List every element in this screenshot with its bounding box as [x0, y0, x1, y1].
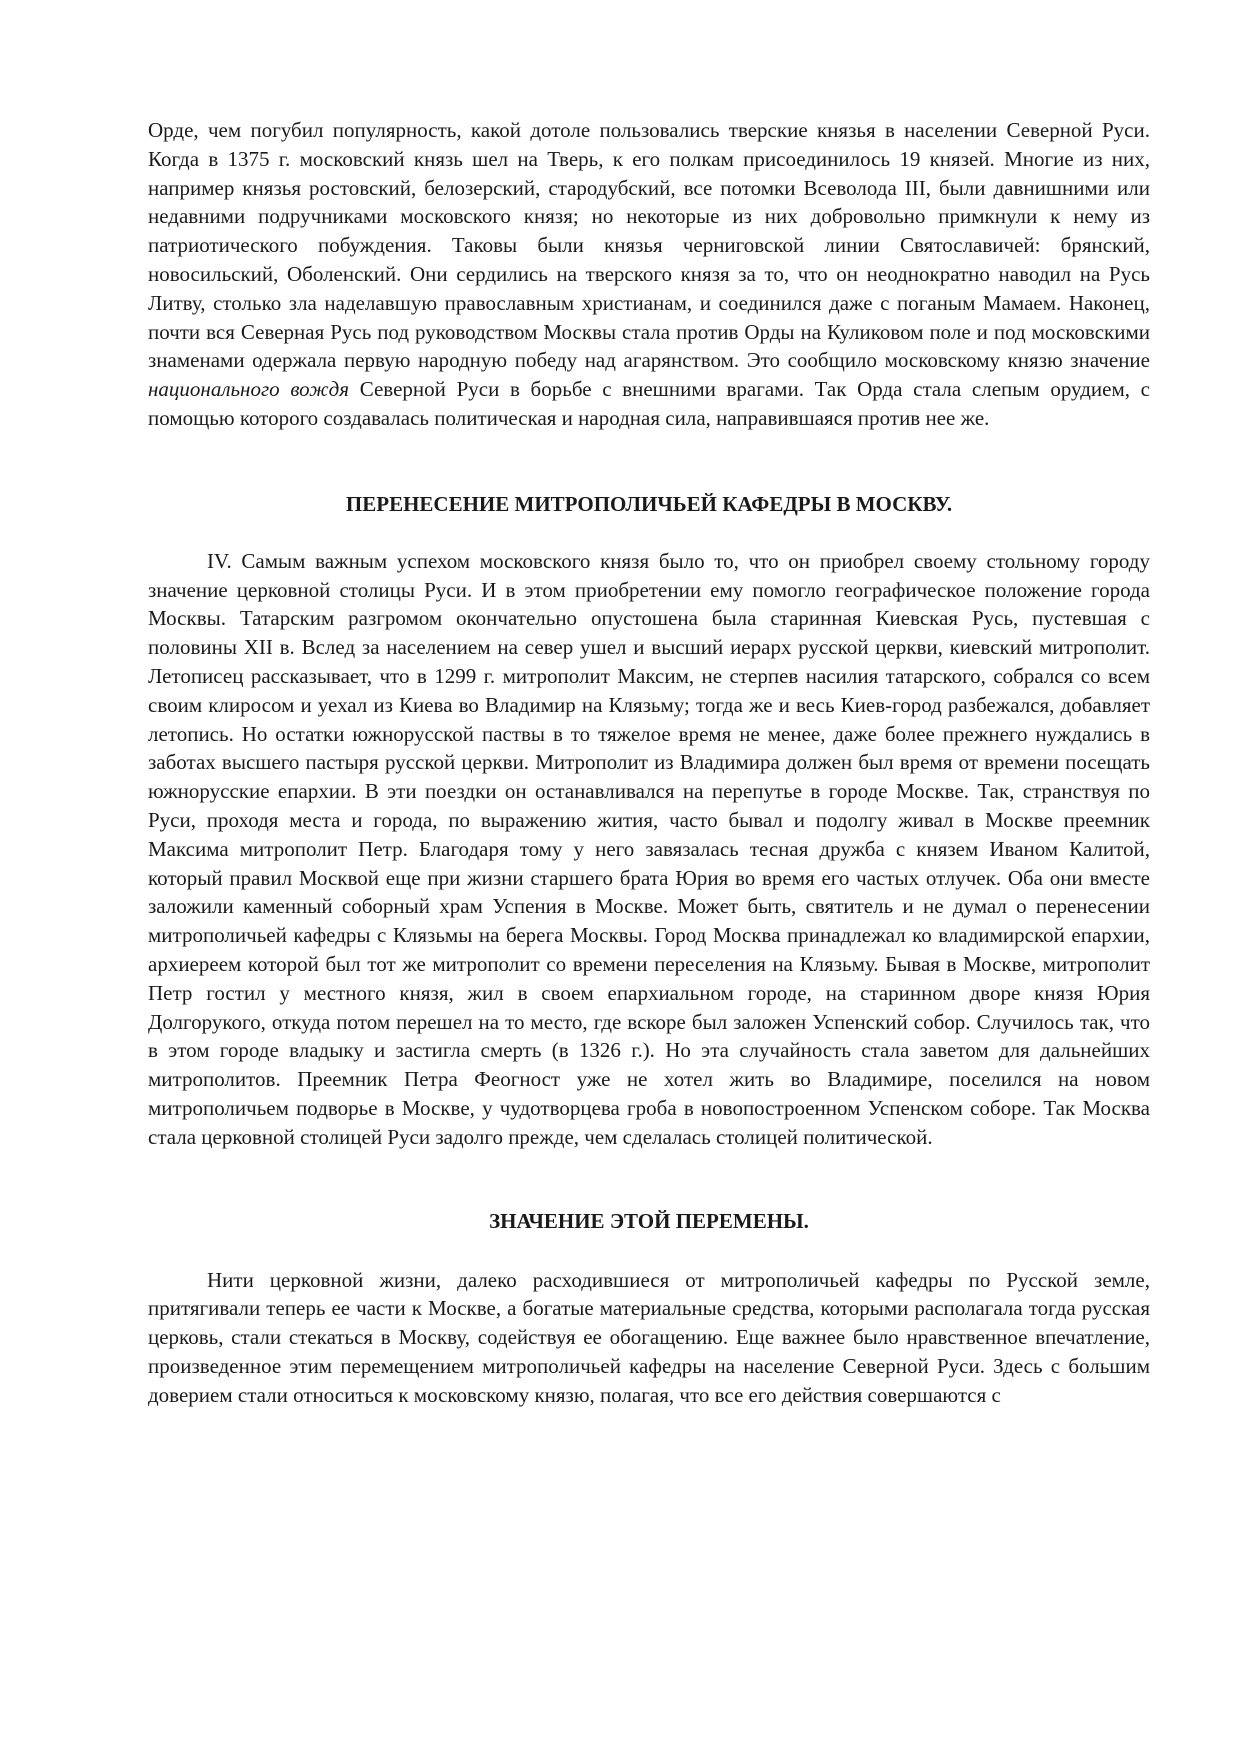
section-heading-significance: ЗНАЧЕНИЕ ЭТОЙ ПЕРЕМЕНЫ. — [489, 1208, 809, 1233]
paragraph-transfer: IV. Самым важным успехом московского князя было то, что он приобрел своему стольному городу значение церковной столицы Руси. И в этом приобретении ему помогло географическое положение города Москвы. Татарским разгромом окончательно опустошена была старинная Киевская Русь, пустевшая с половины XII в. Вслед за населением на север ушел и высший иерарх русской церкви, киевский митрополит. Летописец рассказывает, что в 1299 г. митрополит Максим, не стерпев насилия татарского, собрался со всем своим клиросом и уехал из Киева во Владимир на Клязьму; тогда же и весь Киев-город разбежался, добавляет летопись. Но остатки южнорусской паствы в то тяжелое время не менее, даже более прежнего нуждались в заботах высшего пастыря русской церкви. Митрополит из Владимира должен был время от времени посещать южнорусские епархии. В эти поездки он останавливался на перепутье в городе Москве. Так, странствуя по Руси, проходя места и города, по выражению жития, часто бывал и подолгу живал в Москве преемник Максима митрополит Петр. Благодаря тому у него завязалась тесная дружба с князем Иваном Калитой, который правил Москвой еще при жизни старшего брата Юрия во время его частых отлучек. Оба они вместе заложили каменный соборный храм Успения в Москве. Может быть, святитель и не думал о перенесении митрополичьей кафедры с Клязьмы на берега Москвы. Город Москва принадлежал ко владимирской епархии, архиереем которой был тот же митрополит со времени переселения на Клязьму. Бывая в Москве, митрополит Петр гостил у местного князя, жил в своем епархиальном городе, на старинном дворе князя Юрия Долгорукого, откуда потом перешел на то место, где вскоре был заложен Успенский собор. Случилось так, что в этом городе владыку и застигла смерть (в 1326 г.). Но эта случайность стала заветом для дальнейших митрополитов. Преемник Петра Феогност уже не хотел жить во Владимире, поселился на новом митрополичьем подворье в Москве, у чудотворцева гроба в новопостроенном Успенском соборе. Так Москва стала церковной столицей Руси задолго прежде, чем сделалась столицей политической. — [148, 548, 1150, 1149]
paragraph-significance: Нити церковной жизни, далеко расходившиеся от митрополичьей кафедры по Русской земле, притягивали теперь ее части к Москве, а богатые материальные средства, которыми располагала тогда русская церковь, стали стекаться в Москву, содействуя ее обогащению. Еще важнее было нравственное впечатление, произведенное этим перемещением митрополичьей кафедры на население Северной Руси. Здесь с большим доверием стали относиться к московскому князю, полагая, что все его действия совершаются с — [148, 1267, 1150, 1407]
paragraph-intro-text-end: Северной Руси в борьбе с внешними врагами. Так Орда стала слепым орудием, с помощью которого создавалась политическая и народная сила, направившаяся против нее же. — [148, 377, 1150, 430]
paragraph-intro-text-start: Орде, чем погубил популярность, какой дотоле пользовались тверские князья в населении Северной Руси. Когда в 1375 г. московский князь шел на Тверь, к его полкам присоединилось 19 князей. Многие из них, например князья ростовский, белозерский, стародубский, все потомки Всеволода III, были давнишними или недавними подручниками московского князя; но некоторые из них добровольно примкнули к нему из патриотического побуждения. Таковы были князья черниговской линии Святославичей: брянский, новосильский, Оболенский. Они сердились на тверского князя за то, что он неоднократно наводил на Русь Литву, столько зла наделавшую православным христианам, и соединился даже с поганым Мамаем. Наконец, почти вся Северная Русь под руководством Москвы стала против Орды на Куликовом поле и под московскими знаменами одержала первую народную победу над агарянством. Это сообщило московскому князю значение — [148, 118, 1150, 373]
document-page — [148, 116, 1150, 1409]
section-heading-transfer: ПЕРЕНЕСЕНИЕ МИТРОПОЛИЧЬЕЙ КАФЕДРЫ В МОСКВУ. — [345, 491, 953, 516]
paragraph-intro — [148, 116, 1150, 433]
italic-emphasis: национального вождя — [148, 377, 350, 402]
